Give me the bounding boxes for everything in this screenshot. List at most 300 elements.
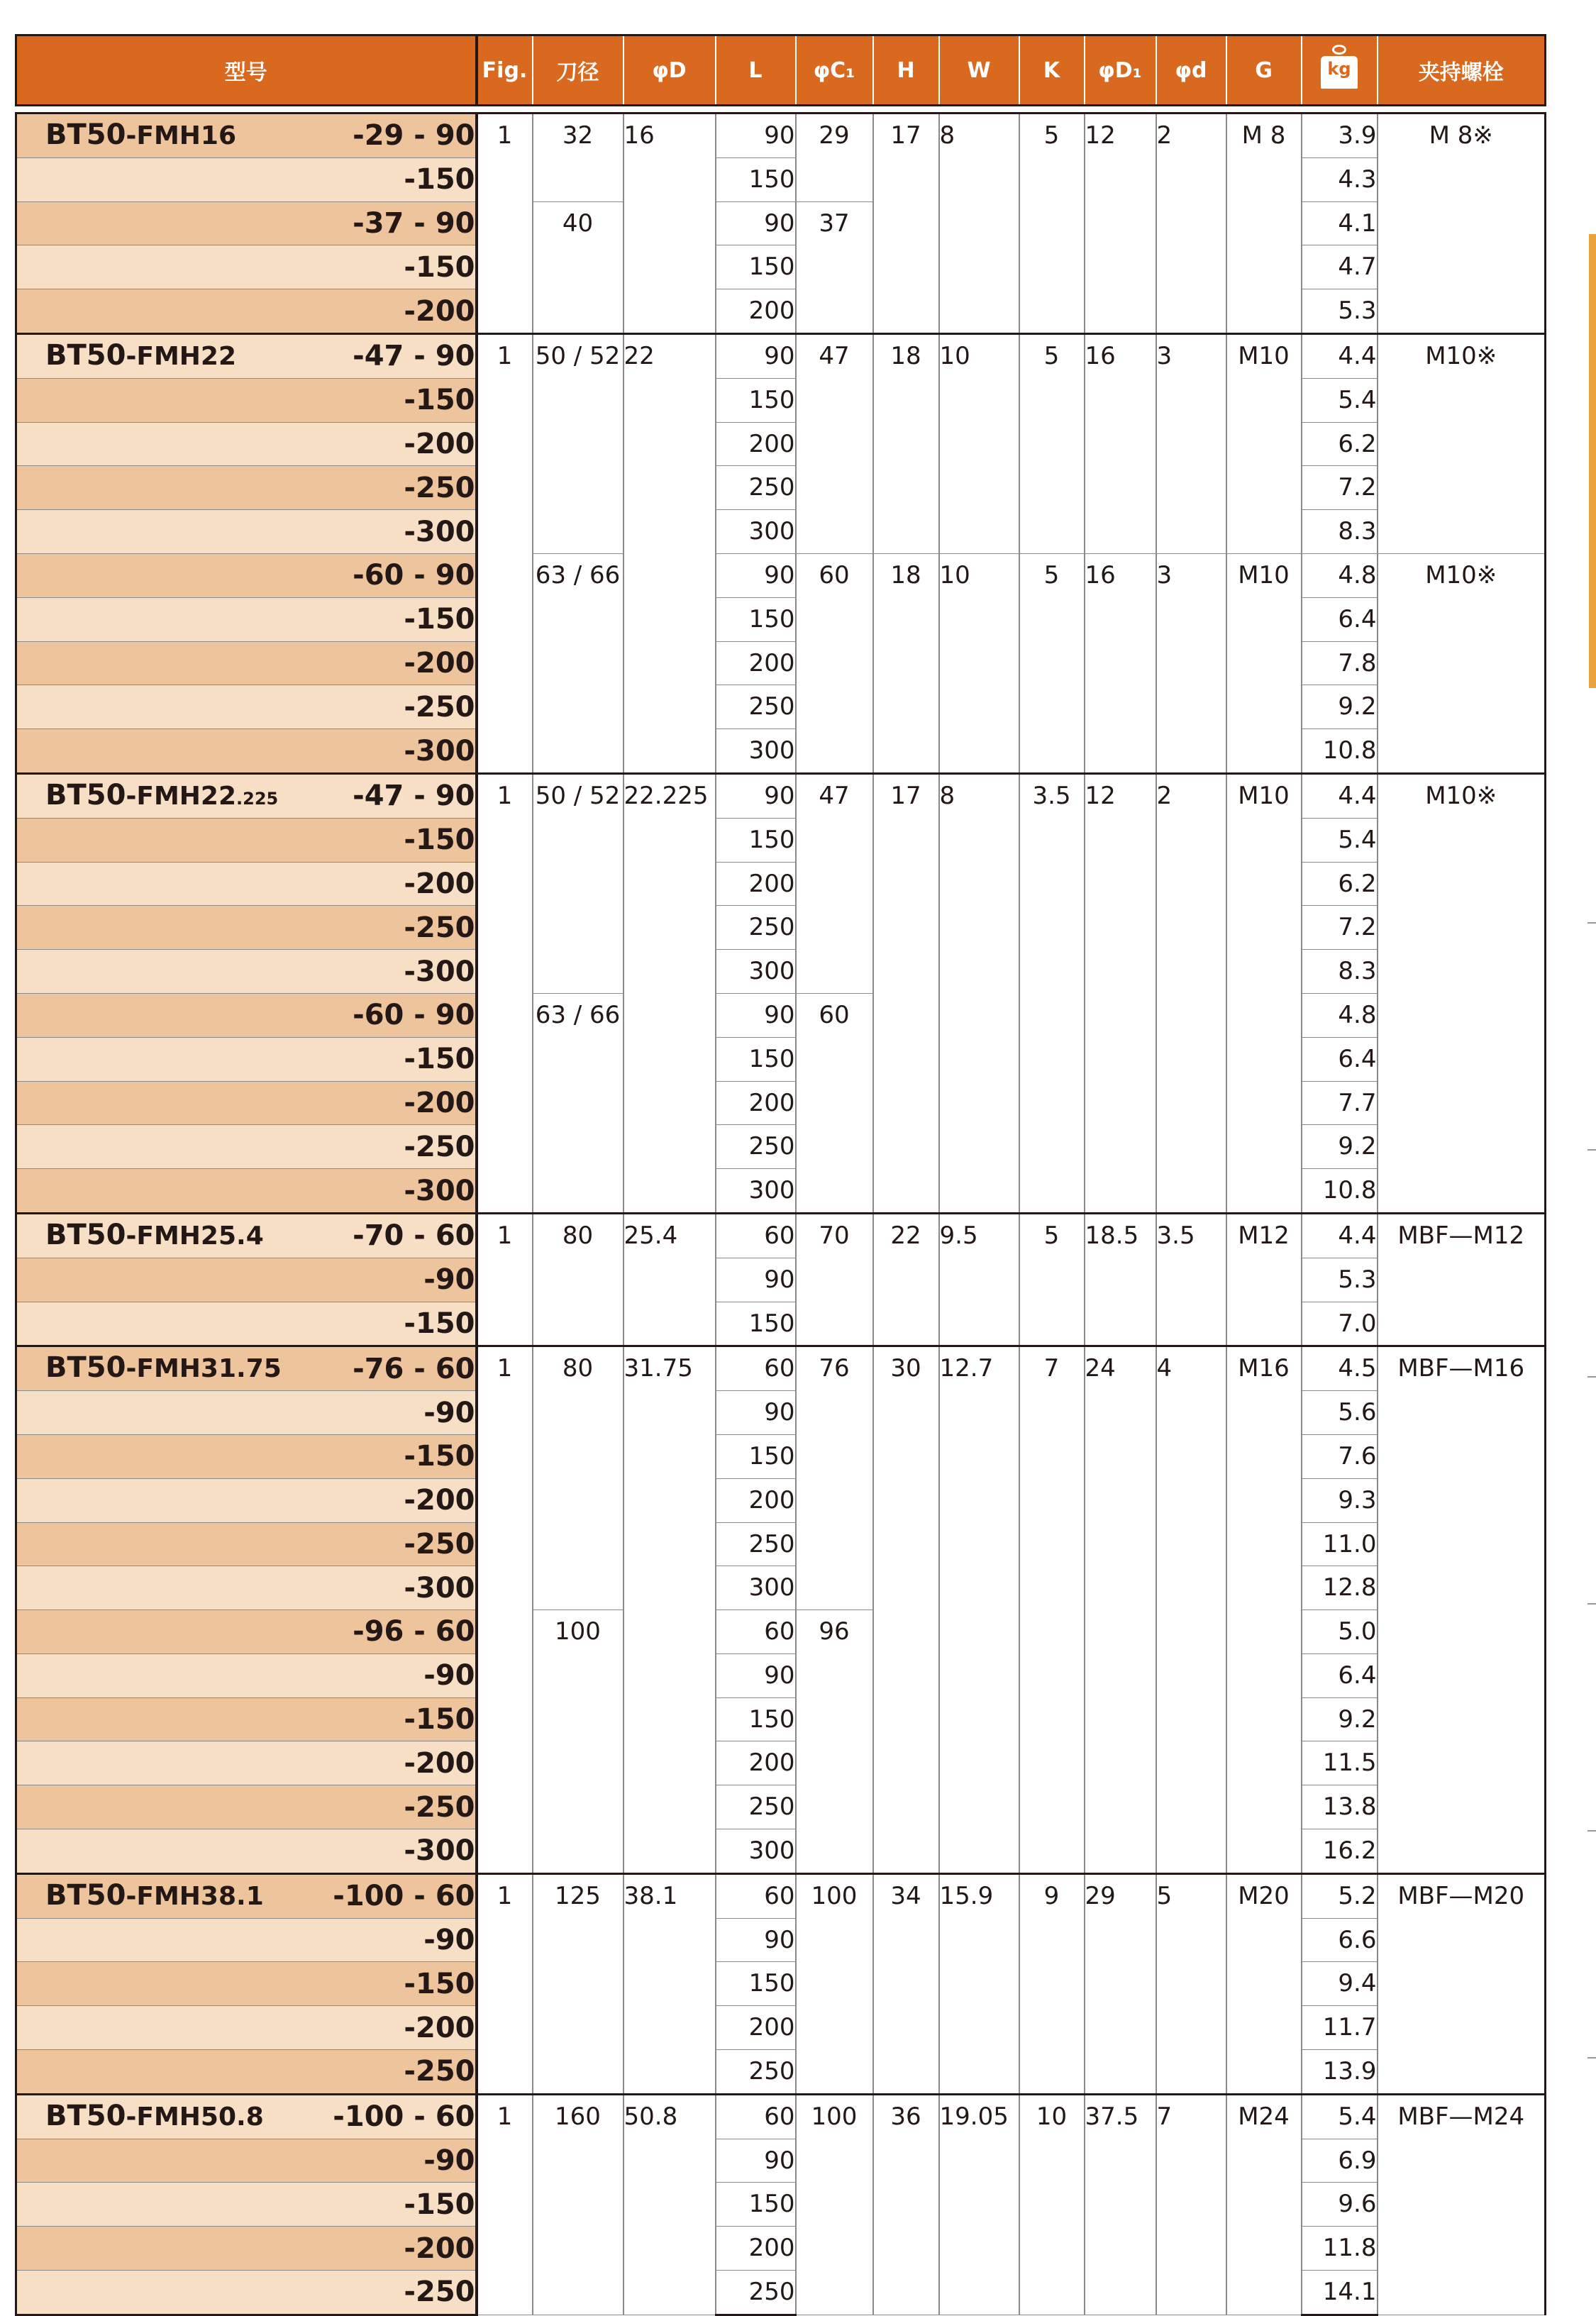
model-cell xyxy=(16,1081,477,1125)
table-row xyxy=(16,378,1546,422)
weight-cell: 14.1 xyxy=(1302,2271,1378,2315)
length-code: 150 xyxy=(416,1703,475,1736)
table-row xyxy=(16,2227,1546,2271)
weight-cell: 6.4 xyxy=(1302,1037,1378,1081)
G-cell: M 8 xyxy=(1226,113,1302,334)
code-separator: - xyxy=(404,515,416,548)
weight-cell: 8.3 xyxy=(1302,950,1378,994)
W-cell: 8 xyxy=(939,113,1019,334)
sub-code: -47 xyxy=(353,340,404,373)
length-code: 60 xyxy=(435,1219,475,1253)
weight-cell: 8.3 xyxy=(1302,510,1378,554)
table-row xyxy=(16,729,1546,774)
model-cell xyxy=(16,1697,477,1741)
model-cell xyxy=(16,333,477,378)
length-code: 250 xyxy=(416,1527,475,1561)
model-cell xyxy=(16,1391,477,1435)
header-W: W xyxy=(939,35,1019,106)
code-separator: - xyxy=(404,471,416,504)
L-cell: 150 xyxy=(716,245,796,289)
model-cell xyxy=(16,1741,477,1785)
cutter-dia-cell: 80 xyxy=(533,1346,624,1610)
code-separator: - xyxy=(404,163,416,196)
L-cell: 200 xyxy=(716,422,796,466)
length-code: 90 xyxy=(435,780,475,813)
L-cell: 90 xyxy=(716,1918,796,1962)
L-cell: 250 xyxy=(716,685,796,729)
L-cell: 150 xyxy=(716,1434,796,1478)
weight-cell: 9.4 xyxy=(1302,1962,1378,2006)
L-cell: 90 xyxy=(716,1258,796,1302)
table-row xyxy=(16,1918,1546,1962)
bolt-cell: M10※ xyxy=(1378,333,1546,553)
sub-code: -37 xyxy=(353,206,404,240)
model-cell xyxy=(16,950,477,994)
code-separator: - xyxy=(404,2055,416,2088)
L-cell: 200 xyxy=(716,641,796,685)
weight-cell: 4.8 xyxy=(1302,993,1378,1037)
model-cell xyxy=(16,2139,477,2183)
weight-cell: 12.8 xyxy=(1302,1566,1378,1610)
header-model: 型号 xyxy=(16,35,477,106)
L-cell: 60 xyxy=(716,2094,796,2139)
weight-cell: 7.0 xyxy=(1302,1302,1378,1346)
K-cell: 5 xyxy=(1019,113,1085,334)
weight-cell: 5.4 xyxy=(1302,378,1378,422)
sub-code: -60 xyxy=(353,559,404,592)
length-code: 200 xyxy=(416,1484,475,1517)
weight-cell: 5.2 xyxy=(1302,1873,1378,1918)
sub-code: -47 xyxy=(353,780,404,813)
length-code: 300 xyxy=(416,515,475,548)
fig-cell: 1 xyxy=(477,333,533,773)
L-cell: 150 xyxy=(716,818,796,862)
model-cell xyxy=(16,245,477,289)
model-name xyxy=(45,2095,264,2138)
L-cell: 150 xyxy=(716,597,796,641)
length-code: 250 xyxy=(416,2276,475,2309)
table-row xyxy=(16,510,1546,554)
cutter-dia-cell: 80 xyxy=(533,1213,624,1346)
length-code: 150 xyxy=(416,250,475,284)
code-separator: - xyxy=(404,734,416,768)
length-code: 250 xyxy=(416,690,475,724)
weight-cell: 9.6 xyxy=(1302,2183,1378,2227)
margin-tick xyxy=(1587,1603,1596,1605)
D-cell: 25.4 xyxy=(624,1213,716,1346)
weight-cell: 11.8 xyxy=(1302,2227,1378,2271)
L-cell: 300 xyxy=(716,729,796,774)
length-code: 200 xyxy=(416,427,475,460)
table-row xyxy=(16,1213,1546,1258)
header-row xyxy=(16,35,1546,106)
D1-cell: 12 xyxy=(1085,773,1156,1213)
length-code: 90 xyxy=(435,206,475,240)
L-cell: 60 xyxy=(716,1873,796,1918)
weight-cell: 5.3 xyxy=(1302,1258,1378,1302)
G-cell: M10 xyxy=(1226,773,1302,1213)
weight-cell: 4.1 xyxy=(1302,201,1378,245)
d-cell: 2 xyxy=(1156,773,1226,1213)
C1-cell: 96 xyxy=(796,1610,873,1874)
G-cell: M10 xyxy=(1226,553,1302,773)
cutter-dia-cell: 100 xyxy=(533,1610,624,1874)
bolt-cell: MBF—M12 xyxy=(1378,1213,1546,1346)
table-row xyxy=(16,597,1546,641)
model-cell xyxy=(16,1873,477,1918)
weight-cell: 4.5 xyxy=(1302,1346,1378,1391)
table-row xyxy=(16,2139,1546,2183)
model-cell xyxy=(16,289,477,334)
length-code: 150 xyxy=(416,1307,475,1340)
weight-cell: 6.4 xyxy=(1302,1653,1378,1697)
table-row xyxy=(16,1037,1546,1081)
length-code: 150 xyxy=(416,2188,475,2221)
header-cutter-dia: 刀径 xyxy=(533,35,624,106)
table-row xyxy=(16,1566,1546,1610)
model-suffix-sub: .225 xyxy=(236,788,279,809)
L-cell: 200 xyxy=(716,1081,796,1125)
model-cell xyxy=(16,422,477,466)
code-separator: - xyxy=(404,250,416,284)
code-separator: - xyxy=(423,1659,436,1692)
L-cell: 300 xyxy=(716,1169,796,1214)
bolt-cell: MBF—M20 xyxy=(1378,1873,1546,2094)
length-code: 150 xyxy=(416,824,475,857)
H-cell: 18 xyxy=(873,553,939,773)
model-cell xyxy=(16,1918,477,1962)
model-cell xyxy=(16,2227,477,2271)
K-cell: 5 xyxy=(1019,553,1085,773)
table-row xyxy=(16,1169,1546,1214)
weight-cell: 4.4 xyxy=(1302,333,1378,378)
table-row xyxy=(16,2271,1546,2315)
L-cell: 60 xyxy=(716,1346,796,1391)
D1-cell: 12 xyxy=(1085,113,1156,334)
code-separator: - xyxy=(404,824,416,857)
table-row xyxy=(16,422,1546,466)
table-row xyxy=(16,1302,1546,1346)
model-name xyxy=(45,1875,264,1917)
length-code: 150 xyxy=(416,384,475,417)
d-cell: 3 xyxy=(1156,333,1226,553)
model-cell xyxy=(16,1125,477,1169)
d-cell: 5 xyxy=(1156,1873,1226,2094)
weight-cell: 3.9 xyxy=(1302,113,1378,158)
model-cell xyxy=(16,1566,477,1610)
d-cell: 7 xyxy=(1156,2094,1226,2315)
header-d: φd xyxy=(1156,35,1226,106)
model-cell xyxy=(16,1213,477,1258)
D1-cell: 18.5 xyxy=(1085,1213,1156,1346)
code-separator: - xyxy=(404,1571,416,1605)
W-cell: 10 xyxy=(939,553,1019,773)
H-cell: 36 xyxy=(873,2094,939,2315)
model-name xyxy=(45,1214,264,1257)
C1-cell: 37 xyxy=(796,201,873,333)
d-cell: 3 xyxy=(1156,553,1226,773)
weight-cell: 11.5 xyxy=(1302,1741,1378,1785)
code-separator: - xyxy=(404,2011,416,2044)
length-code: 60 xyxy=(435,1352,475,1385)
sub-code: -100 xyxy=(333,2100,404,2134)
sub-code: -100 xyxy=(333,1880,404,1913)
table-row xyxy=(16,950,1546,994)
W-cell: 15.9 xyxy=(939,1873,1019,2094)
weight-cell: 7.2 xyxy=(1302,906,1378,950)
d-cell: 2 xyxy=(1156,113,1226,334)
model-cell xyxy=(16,2050,477,2095)
margin-tick xyxy=(1587,2057,1596,2059)
L-cell: 200 xyxy=(716,1741,796,1785)
model-cell xyxy=(16,597,477,641)
length-code: 150 xyxy=(416,1043,475,1076)
model-cell xyxy=(16,2094,477,2139)
code-separator: - xyxy=(404,690,416,724)
L-cell: 90 xyxy=(716,201,796,245)
header-weight xyxy=(1302,35,1378,106)
code-separator: - xyxy=(404,1219,436,1253)
sub-code: -60 xyxy=(353,999,404,1032)
d-cell: 3.5 xyxy=(1156,1213,1226,1346)
model-suffix: -FMH22 xyxy=(126,781,237,811)
weight-cell: 7.8 xyxy=(1302,641,1378,685)
length-code: 250 xyxy=(416,2055,475,2088)
table-row xyxy=(16,773,1546,818)
table-row xyxy=(16,641,1546,685)
H-cell: 18 xyxy=(873,333,939,553)
K-cell: 5 xyxy=(1019,1213,1085,1346)
model-cell xyxy=(16,641,477,685)
C1-cell: 60 xyxy=(796,993,873,1213)
model-cell xyxy=(16,510,477,554)
model-name xyxy=(45,114,236,157)
length-code: 300 xyxy=(416,955,475,988)
L-cell: 150 xyxy=(716,1697,796,1741)
length-code: 60 xyxy=(435,1880,475,1913)
model-cell xyxy=(16,1829,477,1874)
L-cell: 150 xyxy=(716,1302,796,1346)
model-cell xyxy=(16,1302,477,1346)
table-row xyxy=(16,1829,1546,1874)
D-cell: 22 xyxy=(624,333,716,773)
L-cell: 250 xyxy=(716,466,796,510)
model-cell xyxy=(16,1169,477,1214)
code-separator: - xyxy=(404,1440,416,1473)
header-D: φD xyxy=(624,35,716,106)
code-separator: - xyxy=(404,1615,436,1649)
length-code: 200 xyxy=(416,2232,475,2265)
table-row xyxy=(16,1478,1546,1522)
length-code: 300 xyxy=(416,1834,475,1868)
model-cell xyxy=(16,1610,477,1654)
table-row xyxy=(16,2006,1546,2050)
length-code: 200 xyxy=(416,646,475,680)
model-cell xyxy=(16,2271,477,2315)
length-code: 200 xyxy=(416,1746,475,1780)
L-cell: 250 xyxy=(716,1785,796,1829)
model-cell xyxy=(16,466,477,510)
model-suffix: -FMH31.75 xyxy=(126,1354,282,1384)
table-row xyxy=(16,1697,1546,1741)
D1-cell: 37.5 xyxy=(1085,2094,1156,2315)
length-code: 200 xyxy=(416,867,475,900)
model-cell xyxy=(16,1522,477,1566)
H-cell: 34 xyxy=(873,1873,939,2094)
bolt-cell: MBF—M16 xyxy=(1378,1346,1546,1874)
code-separator: - xyxy=(404,1352,436,1385)
table-body xyxy=(16,113,1546,2315)
L-cell: 90 xyxy=(716,113,796,158)
cutter-dia-cell: 125 xyxy=(533,1873,624,2094)
L-cell: 300 xyxy=(716,950,796,994)
code-separator: - xyxy=(423,1396,436,1429)
model-name xyxy=(45,335,236,377)
model-cell xyxy=(16,862,477,906)
table-row xyxy=(16,553,1546,597)
table-row xyxy=(16,906,1546,950)
length-code: 90 xyxy=(435,1263,475,1297)
D-cell: 16 xyxy=(624,113,716,334)
weight-cell: 9.3 xyxy=(1302,1478,1378,1522)
weight-cell: 7.6 xyxy=(1302,1434,1378,1478)
table-row xyxy=(16,1653,1546,1697)
H-cell: 22 xyxy=(873,1213,939,1346)
D1-cell: 24 xyxy=(1085,1346,1156,1874)
table-row xyxy=(16,1258,1546,1302)
L-cell: 250 xyxy=(716,2050,796,2095)
table-row xyxy=(16,2050,1546,2095)
code-separator: - xyxy=(404,1790,416,1824)
length-code: 90 xyxy=(435,559,475,592)
C1-cell: 60 xyxy=(796,553,873,773)
C1-cell: 100 xyxy=(796,1873,873,2094)
C1-cell: 29 xyxy=(796,113,873,202)
weight-cell: 6.2 xyxy=(1302,422,1378,466)
D-cell: 22.225 xyxy=(624,773,716,1213)
weight-cell: 11.0 xyxy=(1302,1522,1378,1566)
length-code: 60 xyxy=(435,2100,475,2134)
fig-cell: 1 xyxy=(477,773,533,1213)
D-cell: 38.1 xyxy=(624,1873,716,2094)
length-code: 90 xyxy=(435,1924,475,1957)
table-row xyxy=(16,1741,1546,1785)
code-separator: - xyxy=(404,206,436,240)
model-suffix: -FMH25.4 xyxy=(126,1221,264,1251)
cutter-dia-cell: 50 / 52 xyxy=(533,333,624,553)
code-separator: - xyxy=(423,1924,436,1957)
L-cell: 200 xyxy=(716,2227,796,2271)
model-prefix: BT50 xyxy=(45,118,126,151)
K-cell: 10 xyxy=(1019,2094,1085,2315)
D1-cell: 29 xyxy=(1085,1873,1156,2094)
code-separator: - xyxy=(404,1967,416,2000)
D1-cell: 16 xyxy=(1085,553,1156,773)
margin-tick xyxy=(1587,1149,1596,1151)
L-cell: 250 xyxy=(716,906,796,950)
header-C1: φC₁ xyxy=(796,35,873,106)
model-cell xyxy=(16,818,477,862)
length-code: 300 xyxy=(416,1571,475,1605)
code-separator: - xyxy=(404,1130,416,1163)
L-cell: 300 xyxy=(716,1829,796,1874)
length-code: 200 xyxy=(416,1086,475,1119)
weight-cell: 9.2 xyxy=(1302,1125,1378,1169)
code-separator: - xyxy=(423,2144,436,2178)
weight-cell: 10.8 xyxy=(1302,729,1378,774)
length-code: 90 xyxy=(435,2144,475,2178)
L-cell: 200 xyxy=(716,2006,796,2050)
L-cell: 60 xyxy=(716,1213,796,1258)
L-cell: 250 xyxy=(716,2271,796,2315)
model-prefix: BT50 xyxy=(45,1878,126,1912)
model-name xyxy=(45,775,278,819)
L-cell: 90 xyxy=(716,773,796,818)
model-prefix: BT50 xyxy=(45,2099,126,2132)
model-cell xyxy=(16,378,477,422)
model-cell xyxy=(16,157,477,201)
model-cell xyxy=(16,1346,477,1391)
length-code: 300 xyxy=(416,734,475,768)
C1-cell: 70 xyxy=(796,1213,873,1346)
code-separator: - xyxy=(404,1484,416,1517)
code-separator: - xyxy=(404,603,416,636)
table-row xyxy=(16,157,1546,201)
weight-cell: 4.4 xyxy=(1302,1213,1378,1258)
model-cell xyxy=(16,2006,477,2050)
weight-cell: 4.3 xyxy=(1302,157,1378,201)
length-code: 150 xyxy=(416,163,475,196)
model-prefix: BT50 xyxy=(45,1218,126,1251)
L-cell: 90 xyxy=(716,2139,796,2183)
model-cell xyxy=(16,1434,477,1478)
code-separator: - xyxy=(404,2276,416,2309)
length-code: 200 xyxy=(416,294,475,328)
sub-code: -96 xyxy=(353,1615,404,1649)
model-suffix: -FMH22 xyxy=(126,341,237,371)
margin-tick xyxy=(1587,922,1596,924)
fig-cell: 1 xyxy=(477,2094,533,2315)
C1-cell: 47 xyxy=(796,333,873,553)
weight-cell: 13.8 xyxy=(1302,1785,1378,1829)
G-cell: M12 xyxy=(1226,1213,1302,1346)
fig-cell: 1 xyxy=(477,1213,533,1346)
weight-cell: 9.2 xyxy=(1302,685,1378,729)
length-code: 150 xyxy=(416,1967,475,2000)
table-row xyxy=(16,289,1546,334)
fig-cell: 1 xyxy=(477,1346,533,1874)
weight-cell: 7.7 xyxy=(1302,1081,1378,1125)
code-separator: - xyxy=(404,1174,416,1207)
model-cell xyxy=(16,1478,477,1522)
code-separator: - xyxy=(404,1880,436,1913)
model-cell xyxy=(16,201,477,245)
section-index-bar xyxy=(1589,234,1596,688)
length-code: 250 xyxy=(416,1130,475,1163)
length-code: 150 xyxy=(416,603,475,636)
table-row xyxy=(16,1346,1546,1391)
code-separator: - xyxy=(404,2232,416,2265)
L-cell: 150 xyxy=(716,1962,796,2006)
weight-cell: 6.9 xyxy=(1302,2139,1378,2183)
model-suffix: -FMH38.1 xyxy=(126,1881,264,1911)
L-cell: 60 xyxy=(716,1610,796,1654)
H-cell: 17 xyxy=(873,113,939,334)
code-separator: - xyxy=(404,1834,416,1868)
C1-cell: 76 xyxy=(796,1346,873,1610)
D-cell: 50.8 xyxy=(624,2094,716,2315)
code-separator: - xyxy=(404,340,436,373)
